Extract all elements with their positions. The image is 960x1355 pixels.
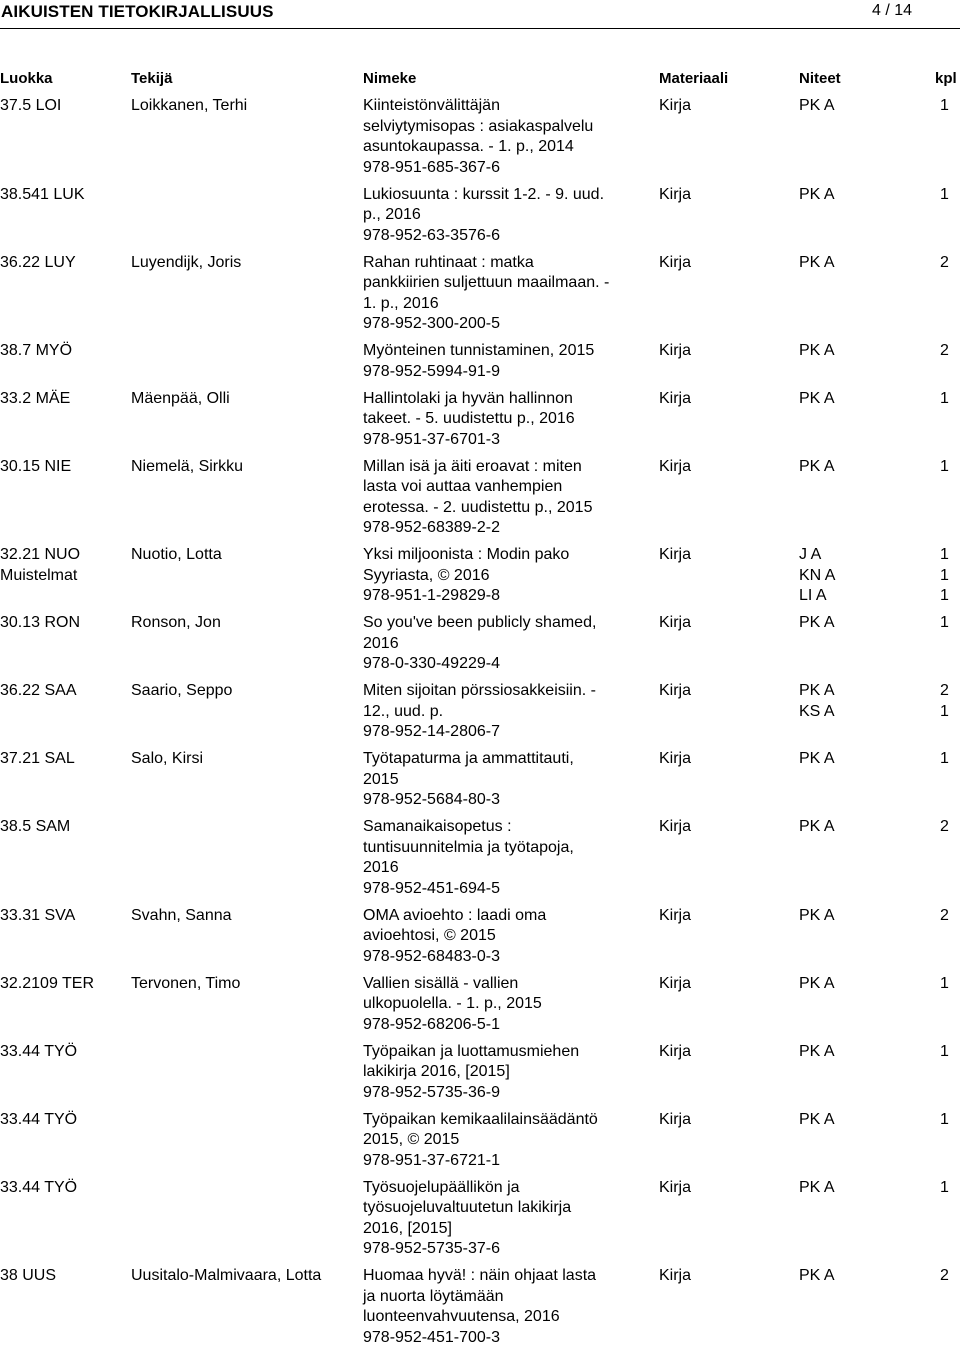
list-item [0,1110,960,1178]
entry-nimeke-line: 978-952-451-700-3 [363,1328,500,1346]
entry-kpl-line: 1 [940,614,949,631]
entry-niteet [799,1042,899,1063]
entry-nimeke [363,1178,643,1260]
entry-kpl-line: 2 [940,682,949,699]
entry-luokka-line: 33.44 TYÖ [0,1042,78,1060]
entry-nimeke-line: asuntokaupassa. - 1. p., 2014 [363,138,574,155]
entry-materiaali: Kirja [659,818,692,835]
entry-kpl [940,1178,960,1199]
entry-luokka-line: 30.13 RON [0,614,81,631]
entry-nimeke-line: 2016, [2015] [363,1219,452,1237]
entry-niteet-line: PK A [799,682,835,699]
entry-nimeke-line: So you've been publicly shamed, [363,614,597,631]
entry-tekija-line: Mäenpää, Olli [131,389,230,407]
entry-nimeke [363,389,643,451]
document-title: AIKUISTEN TIETOKIRJALLISUUS [1,2,274,21]
entry-niteet-line: PK A [799,342,835,359]
entry-niteet-line: PK A [799,1110,835,1128]
entry-tekija [131,457,361,478]
entry-luokka [0,253,128,274]
entry-luokka-line: 32.2109 TER [0,974,94,992]
list-item [0,817,960,906]
entry-nimeke-line: 2016 [363,859,399,876]
entry-nimeke-line: Hallintolaki ja hyvän hallinnon [363,389,573,407]
entry-tekija-line: Tervonen, Timo [131,974,241,992]
list-item [0,1266,960,1355]
entry-nimeke-line: erotessa. - 2. uudistettu p., 2015 [363,498,593,516]
list-item [0,906,960,974]
entry-kpl-line: 1 [940,97,949,114]
entry-nimeke [363,613,643,675]
entry-luokka-line: 38 UUS [0,1267,57,1284]
entry-luokka-line: 33.44 TYÖ [0,1110,78,1128]
entry-nimeke-line: Rahan ruhtinaat : matka [363,253,534,271]
entry-nimeke-line: Samanaikaisopetus : [363,818,512,835]
entry-nimeke-line: 978-0-330-49229-4 [363,655,500,672]
entry-materiaali: Kirja [659,97,692,114]
entry-materiaali: Kirja [659,1178,692,1196]
entry-materiaali: Kirja [659,457,692,475]
entry-niteet-line: PK A [799,906,835,924]
entry-luokka [0,1266,128,1287]
entry-materiaali: Kirja [659,1042,692,1060]
entry-luokka-line: 32.21 NUO [0,546,81,563]
entry-niteet [799,545,899,607]
entry-nimeke-line: 978-951-685-367-6 [363,158,500,176]
entry-nimeke-line: 978-952-5735-37-6 [363,1240,500,1257]
entry-niteet-line: PK A [799,97,835,114]
entry-niteet [799,253,899,274]
entry-niteet-line: KS A [799,702,835,720]
entry-luokka [0,817,128,838]
entry-materiaali: Kirja [659,614,692,631]
entry-kpl [940,545,960,607]
entry-nimeke [363,253,643,335]
entry-tekija [131,749,361,770]
entry-materiaali: Kirja [659,682,692,699]
page-number: 4 / 14 [872,2,913,19]
entry-kpl [940,613,960,634]
entry-luokka [0,749,128,770]
entry-tekija [131,253,361,274]
entry-materiaali: Kirja [659,974,692,992]
entry-kpl-line: 1 [940,1042,949,1060]
column-header-kpl: kpl [935,70,957,87]
entry-niteet [799,1266,899,1287]
entry-nimeke-line: 978-952-68206-5-1 [363,1015,500,1033]
list-item [0,545,960,613]
entry-tekija [131,545,361,566]
list-item [0,974,960,1042]
entry-niteet-line: PK A [799,750,835,767]
list-item [0,341,960,389]
entry-kpl-line: 2 [940,818,949,835]
entry-nimeke-line: ja nuorta löytämään [363,1287,504,1305]
entry-niteet-line: PK A [799,1267,835,1284]
entry-niteet [799,1110,899,1131]
entry-tekija [131,974,361,995]
entry-niteet-line: PK A [799,1178,835,1196]
entry-luokka-line: 38.541 LUK [0,185,85,203]
entry-nimeke-line: 978-952-5994-91-9 [363,362,500,380]
entry-materiaali: Kirja [659,253,692,271]
entry-luokka [0,341,128,362]
entry-luokka-line: 37.5 LOI [0,97,62,114]
entry-kpl-line: 2 [940,906,949,924]
entry-niteet [799,96,899,117]
entry-tekija-line: Nuotio, Lotta [131,546,222,563]
entry-kpl-line: 1 [940,1110,949,1128]
entry-kpl [940,1266,960,1287]
entry-materiaali: Kirja [659,906,692,924]
entry-niteet-line: J A [799,546,822,563]
entry-nimeke [363,681,643,743]
entry-luokka-line: Muistelmat [0,566,78,584]
entry-nimeke-line: Yksi miljoonista : Modin pako [363,546,570,563]
entry-kpl [940,1110,960,1131]
entry-nimeke-line: 978-952-63-3576-6 [363,226,500,244]
entry-kpl-line: 1 [940,185,949,203]
entry-nimeke-line: 978-952-68483-0-3 [363,947,500,965]
entry-niteet [799,906,899,927]
book-list [0,96,960,1355]
entry-luokka-line: 36.22 SAA [0,682,77,699]
entry-nimeke [363,96,643,178]
entry-luokka-line: 38.7 MYÖ [0,342,73,359]
entry-kpl-line: 1 [940,702,949,720]
entry-kpl [940,457,960,478]
entry-tekija [131,613,361,634]
entry-nimeke-line: Lukiosuunta : kurssit 1-2. - 9. uud. [363,185,605,203]
entry-nimeke [363,1042,643,1104]
entry-nimeke-line: Miten sijoitan pörssiosakkeisiin. - [363,682,596,699]
entry-tekija [131,96,361,117]
entry-tekija-line: Luyendijk, Joris [131,253,242,271]
entry-niteet-line: PK A [799,1042,835,1060]
entry-nimeke-line: selviytymisopas : asiakaspalvelu [363,117,594,135]
entry-nimeke-line: Syyriasta, © 2016 [363,566,490,584]
entry-nimeke-line: OMA avioehto : laadi oma [363,906,547,924]
entry-kpl-line: 2 [940,1267,949,1284]
entry-nimeke [363,1266,643,1348]
entry-nimeke-line: avioehtosi, © 2015 [363,927,496,944]
entry-luokka-line: 33.31 SVA [0,906,76,924]
entry-nimeke-line: Millan isä ja äiti eroavat : miten [363,457,582,475]
entry-nimeke-line: 1. p., 2016 [363,294,439,312]
entry-kpl [940,96,960,117]
entry-luokka [0,1178,128,1199]
entry-niteet-line: PK A [799,818,835,835]
entry-nimeke [363,906,643,968]
entry-tekija [131,389,361,410]
entry-nimeke-line: 978-952-5684-80-3 [363,791,500,808]
entry-nimeke-line: 978-951-1-29829-8 [363,587,500,604]
entry-niteet [799,613,899,634]
entry-nimeke-line: 978-952-451-694-5 [363,879,500,897]
list-item [0,96,960,185]
entry-niteet-line: KN A [799,566,836,584]
column-header-luokka: Luokka [0,70,53,87]
entry-nimeke [363,817,643,899]
entry-tekija [131,1266,361,1287]
entry-nimeke [363,545,643,607]
list-item [0,389,960,457]
entry-nimeke-line: takeet. - 5. uudistettu p., 2016 [363,410,575,427]
entry-tekija-line: Saario, Seppo [131,682,233,699]
entry-luokka [0,906,128,927]
entry-materiaali: Kirja [659,1267,692,1284]
entry-tekija [131,906,361,927]
entry-kpl-line: 1 [940,457,949,475]
entry-kpl-line: 1 [940,546,949,563]
entry-luokka [0,185,128,206]
entry-niteet-line: PK A [799,253,835,271]
entry-niteet [799,185,899,206]
entry-nimeke-line: Työpaikan kemikaalilainsäädäntö [363,1110,598,1128]
entry-nimeke-line: ulkopuolella. - 1. p., 2015 [363,995,542,1012]
entry-luokka-line: 30.15 NIE [0,457,72,475]
entry-nimeke-line: 12., uud. p. [363,702,444,720]
entry-niteet [799,749,899,770]
entry-kpl [940,253,960,274]
list-item [0,613,960,681]
list-item [0,253,960,342]
entry-nimeke-line: pankkiirien suljettuun maailmaan. - [363,274,610,291]
entry-luokka [0,457,128,478]
entry-luokka [0,545,128,586]
entry-niteet [799,974,899,995]
entry-materiaali: Kirja [659,185,692,203]
entry-nimeke [363,185,643,247]
entry-materiaali: Kirja [659,546,692,563]
entry-materiaali: Kirja [659,1110,692,1128]
column-header-materiaali: Materiaali [659,70,729,87]
entry-nimeke-line: Myönteinen tunnistaminen, 2015 [363,342,595,359]
page-header [0,0,960,29]
entry-kpl-line: 1 [940,587,949,604]
entry-nimeke-line: Vallien sisällä - vallien [363,974,519,992]
entry-luokka [0,96,128,117]
entry-tekija [131,681,361,702]
entry-kpl-line: 2 [940,253,949,271]
entry-tekija-line: Ronson, Jon [131,614,221,631]
entry-nimeke [363,974,643,1036]
entry-kpl [940,389,960,410]
entry-luokka-line: 36.22 LUY [0,253,76,271]
entry-nimeke-line: 978-952-14-2806-7 [363,723,500,740]
entry-luokka-line: 33.44 TYÖ [0,1178,78,1196]
entry-luokka [0,1042,128,1063]
entry-nimeke-line: 978-952-5735-36-9 [363,1083,500,1101]
entry-kpl-line: 1 [940,974,949,992]
entry-tekija-line: Uusitalo-Malmivaara, Lotta [131,1267,322,1284]
list-item [0,681,960,749]
entry-tekija-line: Loikkanen, Terhi [131,97,248,114]
entry-nimeke-line: 978-951-37-6701-3 [363,430,500,448]
entry-nimeke-line: tuntisuunnitelmia ja työtapoja, [363,838,574,856]
entry-materiaali: Kirja [659,750,692,767]
entry-niteet [799,389,899,410]
entry-niteet [799,1178,899,1199]
entry-nimeke [363,457,643,539]
entry-kpl [940,974,960,995]
entry-nimeke [363,341,643,382]
entry-niteet [799,817,899,838]
entry-nimeke-line: luonteenvahvuutensa, 2016 [363,1308,560,1325]
entry-nimeke-line: Työtapaturma ja ammattitauti, [363,750,574,767]
entry-nimeke-line: 2016 [363,634,399,652]
entry-niteet [799,681,899,722]
entry-niteet [799,341,899,362]
entry-luokka [0,613,128,634]
entry-niteet-line: PK A [799,974,835,992]
entry-kpl [940,681,960,722]
entry-niteet-line: PK A [799,185,835,203]
list-item [0,749,960,817]
entry-luokka [0,974,128,995]
entry-nimeke-line: lasta voi auttaa vanhempien [363,478,563,495]
entry-tekija-line: Niemelä, Sirkku [131,457,244,475]
list-item [0,457,960,546]
entry-nimeke [363,749,643,811]
entry-tekija-line: Salo, Kirsi [131,750,204,767]
entry-luokka [0,389,128,410]
entry-kpl [940,1042,960,1063]
entry-kpl [940,906,960,927]
column-header-tekija: Tekijä [131,70,173,87]
entry-luokka-line: 38.5 SAM [0,818,71,835]
entry-kpl-line: 1 [940,1178,949,1196]
entry-tekija-line: Svahn, Sanna [131,906,232,924]
column-headers [0,70,960,90]
entry-niteet-line: LI A [799,587,827,604]
entry-kpl-line: 1 [940,750,949,767]
entry-kpl [940,817,960,838]
entry-kpl-line: 1 [940,389,949,407]
entry-nimeke [363,1110,643,1172]
entry-niteet [799,457,899,478]
entry-luokka [0,681,128,702]
entry-nimeke-line: 978-951-37-6721-1 [363,1151,500,1169]
entry-luokka-line: 37.21 SAL [0,750,75,767]
entry-niteet-line: PK A [799,389,835,407]
entry-kpl-line: 2 [940,342,949,359]
list-item [0,1042,960,1110]
entry-kpl [940,185,960,206]
entry-nimeke-line: 978-952-300-200-5 [363,315,500,332]
entry-nimeke-line: 978-952-68389-2-2 [363,519,500,536]
column-header-niteet: Niteet [799,70,841,87]
entry-kpl [940,749,960,770]
list-item [0,185,960,253]
entry-nimeke-line: Työsuojelupäällikön ja [363,1178,520,1196]
entry-kpl-line: 1 [940,566,949,584]
entry-luokka-line: 33.2 MÄE [0,389,71,407]
list-item [0,1178,960,1267]
entry-nimeke-line: Työpaikan ja luottamusmiehen [363,1042,580,1060]
entry-luokka [0,1110,128,1131]
entry-nimeke-line: lakikirja 2016, [2015] [363,1063,510,1080]
entry-nimeke-line: p., 2016 [363,206,421,223]
entry-materiaali: Kirja [659,389,692,407]
entry-materiaali: Kirja [659,342,692,359]
entry-kpl [940,341,960,362]
entry-nimeke-line: 2015, © 2015 [363,1131,460,1148]
entry-niteet-line: PK A [799,614,835,631]
entry-nimeke-line: 2015 [363,770,399,788]
entry-nimeke-line: työsuojeluvaltuutetun lakikirja [363,1199,572,1216]
entry-nimeke-line: Huomaa hyvä! : näin ohjaat lasta [363,1267,597,1284]
entry-nimeke-line: Kiinteistönvälittäjän [363,97,500,114]
column-header-nimeke: Nimeke [363,70,417,87]
entry-niteet-line: PK A [799,457,835,475]
